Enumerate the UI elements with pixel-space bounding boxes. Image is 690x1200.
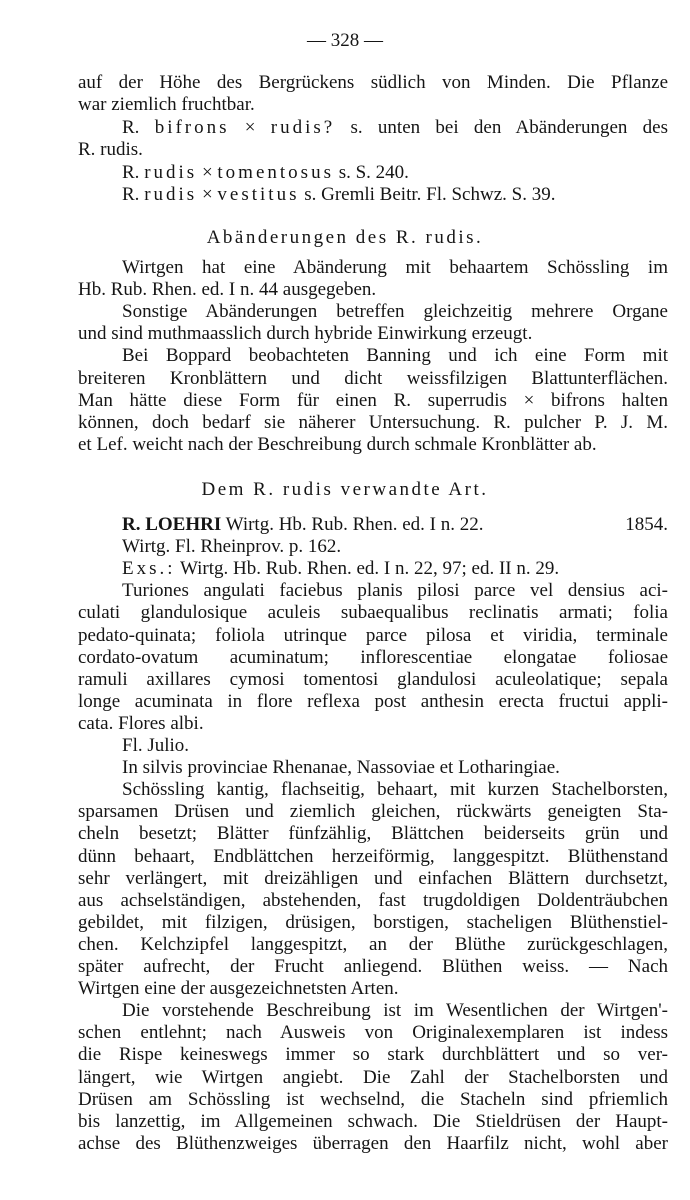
text-line [78,823,668,845]
text-segment: schen entlehnt; nach Ausweis von Originalexemplaren ist indess [78,1022,668,1044]
section-heading: Abänderungen des R. rudis. [206,227,484,248]
text-line [78,72,668,94]
text-segment: rudis [144,161,198,183]
text-segment: Wirtg. Hb. Rub. Rhen. ed. I n. 22. [221,514,484,535]
text-line [78,94,668,116]
text-segment: R. rudis. [78,139,143,161]
text-line [78,625,668,647]
text-line [78,1111,668,1133]
text-segment: culati glandulosique aculeis subaequalibus reclinatis armati; folia [78,602,668,624]
text-segment: gebildet, mit filzigen, drüsigen, borstigen, stacheligen Blüthenstiel- [78,911,668,933]
text-segment: sparsamen Drüsen und ziemlich gleichen, rückwärts geneigten Sta- [78,801,668,823]
text-line [78,801,668,823]
text-segment: Turiones angulati faciebus planis pilosi parce vel densius aci- [122,580,668,602]
text-line [78,691,668,713]
text-segment: bis lanzettig, im Allgemeinen schwach. Die Stieldrüsen der Haupt- [78,1110,668,1132]
text-line [78,934,668,956]
text-line [122,345,668,367]
text-segment: R. [122,116,155,138]
text-line [78,912,668,934]
text-line [78,434,668,456]
text-line [122,735,668,757]
text-segment: dünn behaart, Endblättchen herzeiförmig, langgespitzt. Blüthenstand [78,845,668,867]
text-segment: tomentosus [217,161,334,183]
text-line [78,713,668,735]
text-line [78,412,668,434]
text-line [122,301,668,323]
section-heading: Dem R. rudis verwandte Art. [201,479,489,500]
text-segment: chen. Kelchzipfel langgespitzt, an der Blüthe zurückgeschlagen, [78,933,668,955]
text-line [78,1133,668,1155]
text-segment: R. [122,184,145,205]
text-segment: sehr verlängert, mit dreizähligen und einfachen Blättern durchsetzt, [78,867,668,889]
text-segment: später aufrecht, der Frucht anliegend. Blüthen weiss. — Nach [78,956,668,977]
text-line [122,536,668,558]
text-line [122,558,668,580]
text-line [78,868,668,890]
text-segment: rudis? [270,116,336,138]
text-line [122,514,668,536]
text-segment: cata. Flores albi. [78,712,204,734]
text-segment: s. S. 240. [333,161,409,183]
text-segment: längert, wie Wirtgen angiebt. Die Zahl der Stachelborsten und [78,1066,668,1088]
text-line [78,846,668,868]
text-segment: × [197,184,218,205]
page-number: — 328 — [307,30,383,51]
text-line [78,647,668,669]
text-line [78,279,668,301]
text-segment: ramuli axillares cymosi tomentosi glandulosi aculeolatique; sepala [78,668,668,690]
text-segment: pedato-quinata; foliola utrinque parce pilosa et viridia, terminale [78,624,668,646]
text-line [122,184,668,206]
text-line [78,1022,668,1044]
text-line [78,890,668,912]
text-segment: Drüsen am Schössling ist wechselnd, die Stacheln sind pfriemlich [78,1088,668,1110]
text-line [122,257,668,279]
text-segment: cordato-ovatum acuminatum; inflorescentiae elongatae foliosae [78,646,668,668]
text-line [78,956,668,978]
text-line [78,978,668,1000]
text-segment: Wirtgen hat eine Abänderung mit behaartem Schössling im [122,257,668,278]
species-name: R. LOEHRI [122,514,222,535]
text-segment: Fl. Julio. [122,735,190,756]
text-segment: rudis [144,184,198,205]
text-line [78,368,668,390]
text-segment: auf der Höhe des Bergrückens südlich von Minden. Die Pflanze [78,72,668,93]
text-segment: Hb. Rub. Rhen. ed. I n. 44 ausgegeben. [78,279,377,301]
text-segment: Die vorstehende Beschreibung ist im Wesentlichen der Wirtgen'- [122,1000,668,1022]
text-segment: und sind muthmaasslich durch hybride Einwirkung erzeugt. [78,323,533,345]
text-segment: Schössling kantig, flachseitig, behaart, mit kurzen Stachelborsten, [122,779,668,801]
text-segment: Sonstige Abänderungen betreffen gleichzeitig mehrere Organe [122,301,668,323]
text-line [122,162,668,184]
text-segment: Wirtg. Hb. Rub. Rhen. ed. I n. 22, 97; ed. II n. 29. [175,558,560,580]
text-line [122,580,668,602]
text-segment: In silvis provinciae Rhenanae, Nassoviae et Lotharingiae. [122,757,560,779]
text-line [78,390,668,412]
text-line [78,139,668,161]
year: 1854. [625,514,668,535]
text-segment: × [197,161,218,183]
text-line [122,117,668,139]
text-line [122,1000,668,1022]
text-line [78,1067,668,1089]
text-line [122,757,668,779]
text-segment: R. [122,161,145,183]
text-segment: s. Gremli Beitr. Fl. Schwz. S. 39. [299,184,556,205]
text-segment: bifrons [154,116,230,138]
text-segment: Bei Boppard beobachteten Banning und ich eine Form mit [122,345,668,367]
text-segment: et Lef. weicht nach der Beschreibung durch schmale Kronblätter ab. [78,433,597,455]
text-line [122,779,668,801]
text-line [78,602,668,624]
text-segment: longe acuminata in flore reflexa post anthesin erecta fructui appli- [78,690,668,712]
text-segment: Exs.: [122,558,176,580]
text-line [78,1044,668,1066]
text-segment: vestitus [217,184,300,205]
text-segment: können, doch bedarf sie näherer Untersuchung. R. pulcher P. J. M. [78,411,668,433]
text-line [78,669,668,691]
text-segment: aus achselständigen, abstehenden, fast trugdoldigen Doldenträubchen [78,889,668,911]
text-segment: Wirtg. Fl. Rheinprov. p. 162. [122,536,342,558]
text-line [78,1089,668,1111]
text-line [78,323,668,345]
text-segment: achse des Blüthenzweiges überragen den Haarfilz nicht, wohl aber [78,1132,668,1154]
text-segment: cheln besetzt; Blätter fünfzählig, Blättchen beiderseits grün und [78,823,668,845]
text-segment: war ziemlich fruchtbar. [78,94,255,116]
text-segment: × [229,116,271,138]
text-segment: breiteren Kronblättern und dicht weissfilzigen Blattunterflächen. [78,367,668,389]
text-segment: die Rispe keineswegs immer so stark durchblättert und so ver- [78,1044,668,1066]
text-segment: Wirtgen eine der ausgezeichnetsten Arten. [78,978,399,1000]
text-segment: s. unten bei den Abänderungen des [335,116,668,138]
text-segment: Man hätte diese Form für einen R. superrudis × bifrons halten [78,389,668,411]
